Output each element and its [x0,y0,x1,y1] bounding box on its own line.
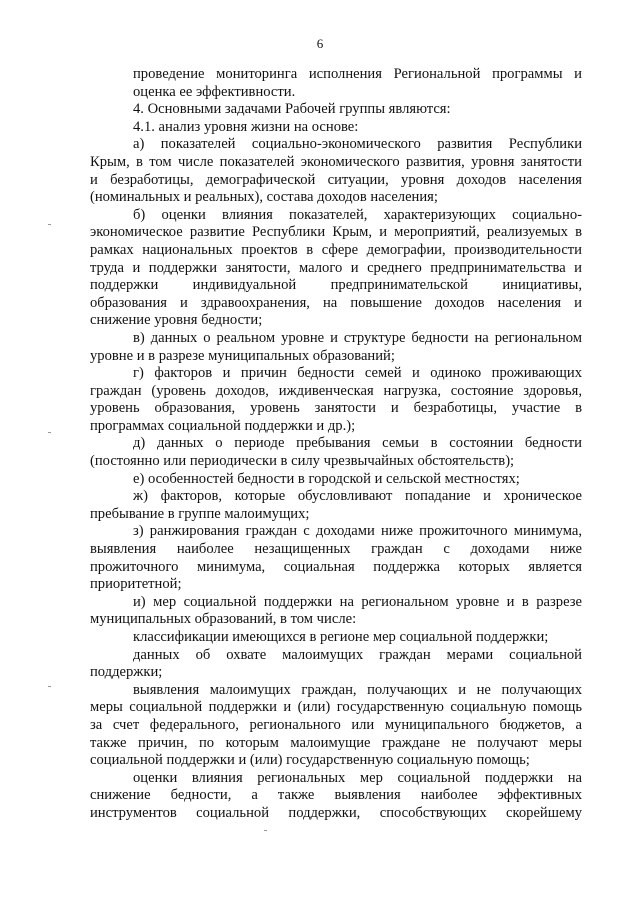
text-line: и) мер социальной поддержки на региональном уровне и в разрезе [133,593,582,610]
text-line: муниципальных образований, в том числе: [90,611,357,628]
text-line: оценка ее эффективности. [133,83,296,100]
text-line: за счет федерального, регионального или муниципального бюджетов, а [90,716,582,733]
text-line: труда и поддержки занятости, малого и среднего предпринимательства и [90,259,582,276]
text-line: г) факторов и причин бедности семей и одиноко проживающих [133,365,582,382]
text-line: уровне и в разрезе муниципальных образований; [90,347,395,364]
text-line: программах социальной поддержки и др.); [90,417,356,434]
text-line: также причин, по которым малоимущие граждане не получают меры [90,734,582,751]
text-line: 4.1. анализ уровня жизни на основе: [133,118,359,135]
text-line: (номинальных и реальных), состава доходов населения; [90,189,438,206]
text-line: д) данных о периоде пребывания семьи в состоянии бедности [133,435,582,452]
text-line: экономическое развитие Республики Крым, и мероприятий, реализуемых в [90,224,582,241]
text-line: б) оценки влияния показателей, характеризующих социально- [133,206,582,223]
text-line: 4. Основными задачами Рабочей группы являются: [133,101,451,118]
text-line: поддержки; [90,664,163,681]
text-line: з) ранжирования граждан с доходами ниже прожиточного минимума, [133,523,582,540]
text-line: прожиточного минимума, социальная поддержка которых является [90,558,582,575]
text-line: а) показателей социально-экономического развития Республики [133,136,582,153]
text-line: снижение бедности, а также выявления наиболее эффективных [90,787,582,804]
text-line: поддержки индивидуальной предпринимательской инициативы, [90,277,582,294]
text-line: е) особенностей бедности в городской и сельской местностях; [133,470,520,487]
text-line: данных об охвате малоимущих граждан мерами социальной [133,646,582,663]
text-line: и безработицы, демографической ситуации, уровня доходов населения [90,171,582,188]
text-line: меры социальной поддержки и (или) государственную социальную помощь [90,699,582,716]
text-line: в) данных о реальном уровне и структуре бедности на региональном [133,329,582,346]
text-line: оценки влияния региональных мер социальной поддержки на [133,769,582,786]
document-body [90,66,582,823]
text-line: уровень образования, уровень занятости и безработицы, участие в [90,400,582,417]
text-line: проведение мониторинга исполнения Региональной программы и [133,66,582,82]
text-line: выявления малоимущих граждан, получающих и не получающих [133,681,582,698]
text-line: снижение уровня бедности; [90,312,263,329]
text-line: (постоянно или периодически в силу чрезвычайных обстоятельств); [90,453,515,470]
text-line: инструментов социальной поддержки, способствующих скорейшему [90,804,582,821]
text-line: социальной поддержки и (или) государственную социальную помощь; [90,752,530,769]
text-line: пребывание в группе малоимущих; [90,505,310,522]
page-number: 6 [316,36,324,51]
text-line: классификации имеющихся в регионе мер социальной поддержки; [133,629,549,645]
text-line: приоритетной; [90,576,182,593]
text-line: Крым, в том числе показателей экономического развития, уровня занятости [90,153,582,170]
text-line: ж) факторов, которые обусловливают попадание и хроническое [133,488,582,505]
text-line: граждан (уровень доходов, иждивенческая нагрузка, состояние здоровья, [90,382,582,399]
text-line: образования и здравоохранения, на повышение доходов населения и [90,294,582,311]
text-line: рамках национальных проектов в сфере демографии, производительности [90,241,582,258]
text-line: выявления наиболее незащищенных граждан с доходами ниже [90,541,582,558]
